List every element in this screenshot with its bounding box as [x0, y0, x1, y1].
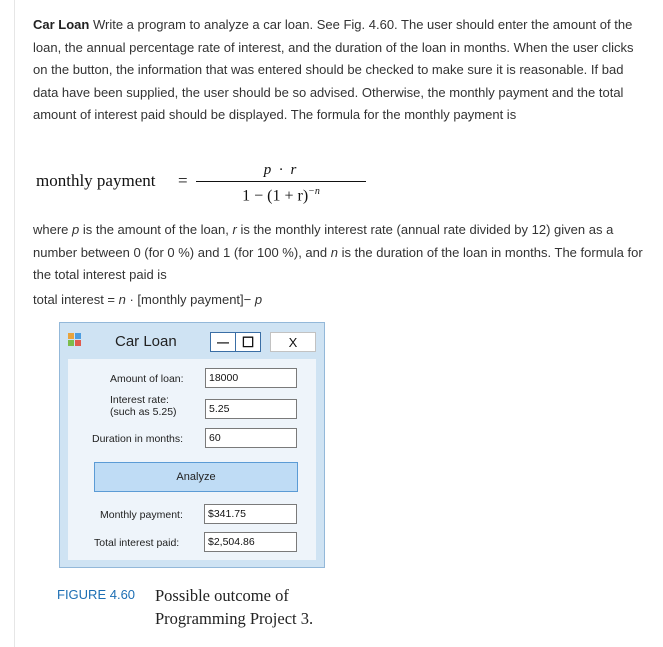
- payment-output[interactable]: $341.75: [204, 504, 297, 524]
- var-r: r: [232, 222, 237, 237]
- problem-text: Write a program to analyze a car loan. See Fig. 4.60. The user should enter the amount of the loan, the annual percentage rate of interest, and the duration of the loan in months. When the user clicks on the button, the information that was entered should be checked to make sure it is reasonable. If bad data have been supplied, the user should be so advised. Otherwise, the monthly payment and the total amount of interest paid should be displayed. The formula for the monthly payment is: [33, 17, 634, 123]
- duration-label: Duration in months:: [92, 433, 184, 445]
- minimize-icon: —: [217, 335, 229, 349]
- total-var-p: p: [254, 292, 263, 307]
- amount-label: Amount of loan:: [110, 373, 184, 385]
- left-border: [14, 0, 15, 647]
- amount-input[interactable]: 18000: [205, 368, 297, 388]
- maximize-button[interactable]: [235, 332, 261, 352]
- denominator-base: 1 − (1 + r): [242, 187, 309, 205]
- duration-input[interactable]: 60: [205, 428, 297, 448]
- form-client-area: [68, 359, 316, 560]
- formula-numerator: p · r: [263, 162, 299, 178]
- formula-denominator: [196, 182, 366, 206]
- where-text-3: is the monthly interest rate (annual rate divided by 12) given as a number between 0 (for 0 %) and 1 (for 100 %), and: [33, 222, 614, 260]
- where-text-4: is the duration of the loan in months. The formula for the total interest paid is: [33, 244, 643, 283]
- window-title: Car Loan: [115, 333, 177, 350]
- rate-label-line2: (such as 5.25): [110, 406, 177, 418]
- where-text-1: where: [33, 222, 73, 237]
- figure-caption: Possible outcome of Programming Project 3.: [155, 586, 314, 628]
- payment-label: Monthly payment:: [100, 509, 183, 521]
- rate-label-line1: Interest rate:: [110, 394, 169, 406]
- where-text-2: is the amount of the loan,: [79, 222, 233, 237]
- variables-paragraph: [33, 219, 643, 287]
- total-text-1: total interest =: [33, 292, 119, 307]
- app-icon: [68, 333, 82, 347]
- figure-label: FIGURE 4.60: [57, 587, 136, 602]
- denominator-exponent: −n: [308, 186, 320, 197]
- var-n: n: [330, 244, 338, 260]
- title-bar[interactable]: [60, 323, 324, 359]
- minimize-button[interactable]: [210, 332, 236, 352]
- var-p: p: [72, 222, 80, 237]
- formula-equals: =: [178, 171, 188, 190]
- problem-paragraph: [33, 14, 643, 127]
- car-loan-window: [59, 322, 325, 568]
- maximize-icon: ☐: [241, 333, 255, 350]
- total-interest-formula: [33, 290, 262, 310]
- close-icon: X: [288, 334, 298, 350]
- interest-output[interactable]: $2,504.86: [204, 532, 297, 552]
- formula-fraction: [196, 160, 366, 206]
- total-text-2: · [monthly payment]−: [125, 292, 255, 307]
- rate-input[interactable]: 5.25: [205, 399, 297, 419]
- close-button[interactable]: [270, 332, 316, 352]
- analyze-button[interactable]: Analyze: [94, 462, 298, 492]
- problem-heading: Car Loan: [33, 17, 90, 32]
- total-var-n: n: [118, 292, 126, 307]
- formula-lhs: monthly payment: [36, 171, 156, 190]
- interest-label: Total interest paid:: [94, 537, 180, 549]
